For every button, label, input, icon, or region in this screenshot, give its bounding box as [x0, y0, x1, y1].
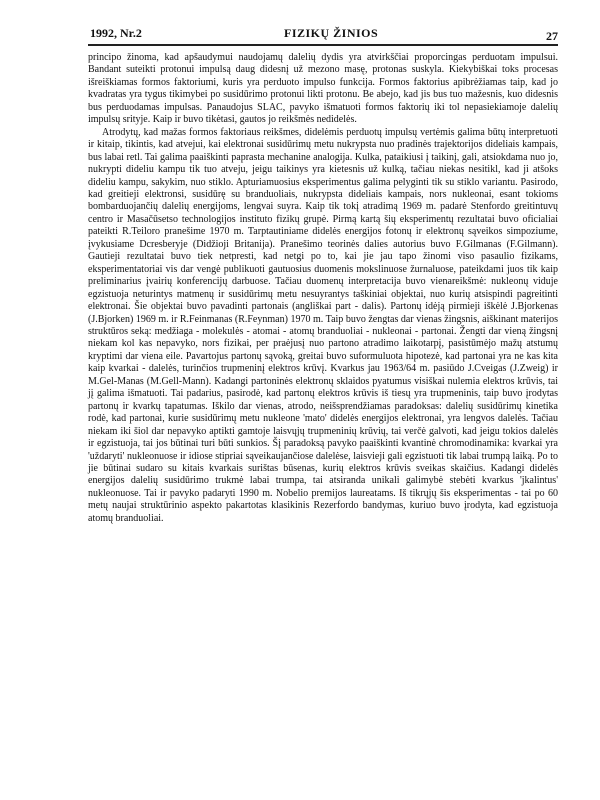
paragraph: principo žinoma, kad apšaudymui naudojamų dalelių dydis yra atvirkščiai proporcingas perduotam impulsui. Bandant suteikti protonui impulsą daug didesnį už mezono masę, protonas suskyla. Kiekybiškai toks procesas išreiškiamas formos faktoriumi, kuris yra perduoto impulso funkcija. Formos faktorius apibrėžiamas taip, kad jo kvadratas yra tygus tikimybei po susidūrimo protonui likti protonu. Be abejo, kad jis bus tuo mažesnis, kuo didesnis bus perduodamas impulsas. Panaudojus SLAC, pavyko išmatuoti formos faktorių iki tol nepasiekiamoje dalelių impulsų srityje. Kaip ir buvo tikėtasi, gautos jo reikšmės nedidelės.: [88, 52, 558, 126]
running-header: [90, 22, 558, 44]
header-rule: [88, 44, 558, 46]
paragraph: Atrodytų, kad mažas formos faktoriaus reikšmes, didelėmis perduotų impulsų vertėmis galima būtų interpretuoti ir kitaip, tikintis, kad atvejui, kai elektronai susidūrimų metu nukrypsta nuo pradinės trajektorijos dideliais kampais, bus labai retl. Tai galima paaiškinti paprasta mechanine analogija. Kulka, pataikiusi į taikinį, gali, atsiokdama nuo jo, nukrypti dideliu kampu tik tuo atveju, jeigu taikinys yra kietesnis už kulką, tačiau niekas nesitikl, kad ji atšoks dideliu kampu, sakykim, nuo stiklo. Apturiamuosius eksperimentus galima pelyginti tik su stiklo variantu. Pasirodo, kad greitieji elektronsi, susidūrę su branduoliais, nukrypsta dideliais kampais, nors nukleonai, esant tokioms bombarduojančių dalelių energijoms, lengvai suyra. Kaip tik tokį atradimą 1969 m. padarė Stenfordo greitintuvų centro ir Masačūsetso technologijos instituto fizikų grupė. Pirmą kartą šių eksperimentų rezultatai buvo oficialiai pateikti R.Teiloro pranešime 1970 m. Tarptautiniame didelės energijos fotonų ir elektronų sąveikos simpoziume, įvykusiame Dcresberyje (Didžioji Britanija). Pranešimo teorinės dalies autorius buvo F.Gilmanas (F.Gilmann). Gautieji rezultatai buvo tiek netpresti, kad netgi po to, kai jie jau tapo žinomi viso pasaulio fizikams, eksperimentatoriai vis dar vengė publikuoti gautuosius duomenis mokslinuose žurnaluose, pateikdami juos tik kaip preliminarius įvairių konferencijų darbuose. Tačiau duomenų interpretacija buvo vienareikšmė: nukleonų viduje egzistuoja neturintys matmenų ir susidūrimų metu nesuyrantys taškiniai objektai, nuo kurių atsispindi pagreitinti elektronai. Šie objektai buvo pavadinti partonais (angliškai part - dalis). Partonų idėją pirmieji iškėlė J.Bjorkenas (J.Bjorken) 1969 m. ir R.Feinmanas (R.Feynman) 1970 m. Taip buvo žengtas dar vienas žingsnis, aiškinant materijos struktūros seką: medžiaga - molekulės - atomai - atomų branduoliai - nukleonai - partonai. Žengti dar vieną žingsnį niekam kol kas nepavyko, nors fizikai, per praėjusį nuo partono atradimo laikotarpį, pasistūmėjo mažų atstumų kryptimi dar viena eile. Pavartojus partonų sąvoką, greitai buvo suformuluota hipotezė, kad partonai yra ne kas kita kaip kvarkai - dalelės, turinčios trupmeninį elektros krūvį. Kvarkus jau 1963/64 m. pasiūdo J.Cveigas (J.Zweig) ir M.Gel-Manas (M.Gell-Mann). Kadangi partoninės elektronų sklaidos pyatumus visiškai nulemia elektros krūvis, tai jį galima išmatuoti. Tai padarius, pasirodė, kad partonų elektros krūvis iš tiesų yra trupmeninis, taip buvo įrodytas partonų ir kvarkų tapatumas. Iškilo dar vienas, atrodo, neišsprendžiamas paradoksas: dalelių susidūrimų kinetika rodė, kad partonai, kurie susidūrimų metu nukleone 'mato' didelės energijos elektronai, yra lengvos dalelės. Tačiau niekam iki šiol dar nepavyko aptikti gamtoje laisvųjų trupmeninių krūvių, tai verčė galvoti, kad jeigu tokios dalelės ir egzistuoja, tai jos būtinai turi būti sunkios. Šį paradoksą pavyko paaiškinti kvantinė chromodinamika: kvarkai yra 'uždaryti' nukleonuose ir idiose stipriai sąveikaujančiose dalelėse, laisvieji gali egzistuoti tik labai trumpą laiką. Po to jie būtinai sudaro su kitais kvarkais surištas būsenas, kurių elektros krūvis sveikas skaičius. Kadangi didelės energijos dalelių susidūrimo trukmė labai trumpa, tai atsiranda unikali galimybė stebėti kvarkus 'jkalintus' nukleonuose. Tai ir pavyko padaryti 1990 m. Nobelio premijos laureatams. Iš tikrųjų šis eksperimentas - tai po 60 metų naujai struktūrinio aspekto pakartotas klasikinis Rezerfordo bandymas, kuriuo buvo įrodyta, kad egzistuoja atomų branduoliai.: [88, 126, 558, 524]
article-body: [88, 52, 558, 525]
journal-title: FIZIKŲ ŽINIOS: [284, 26, 379, 40]
page-number: 27: [546, 29, 558, 43]
issue-label: 1992, Nr.2: [90, 26, 142, 40]
